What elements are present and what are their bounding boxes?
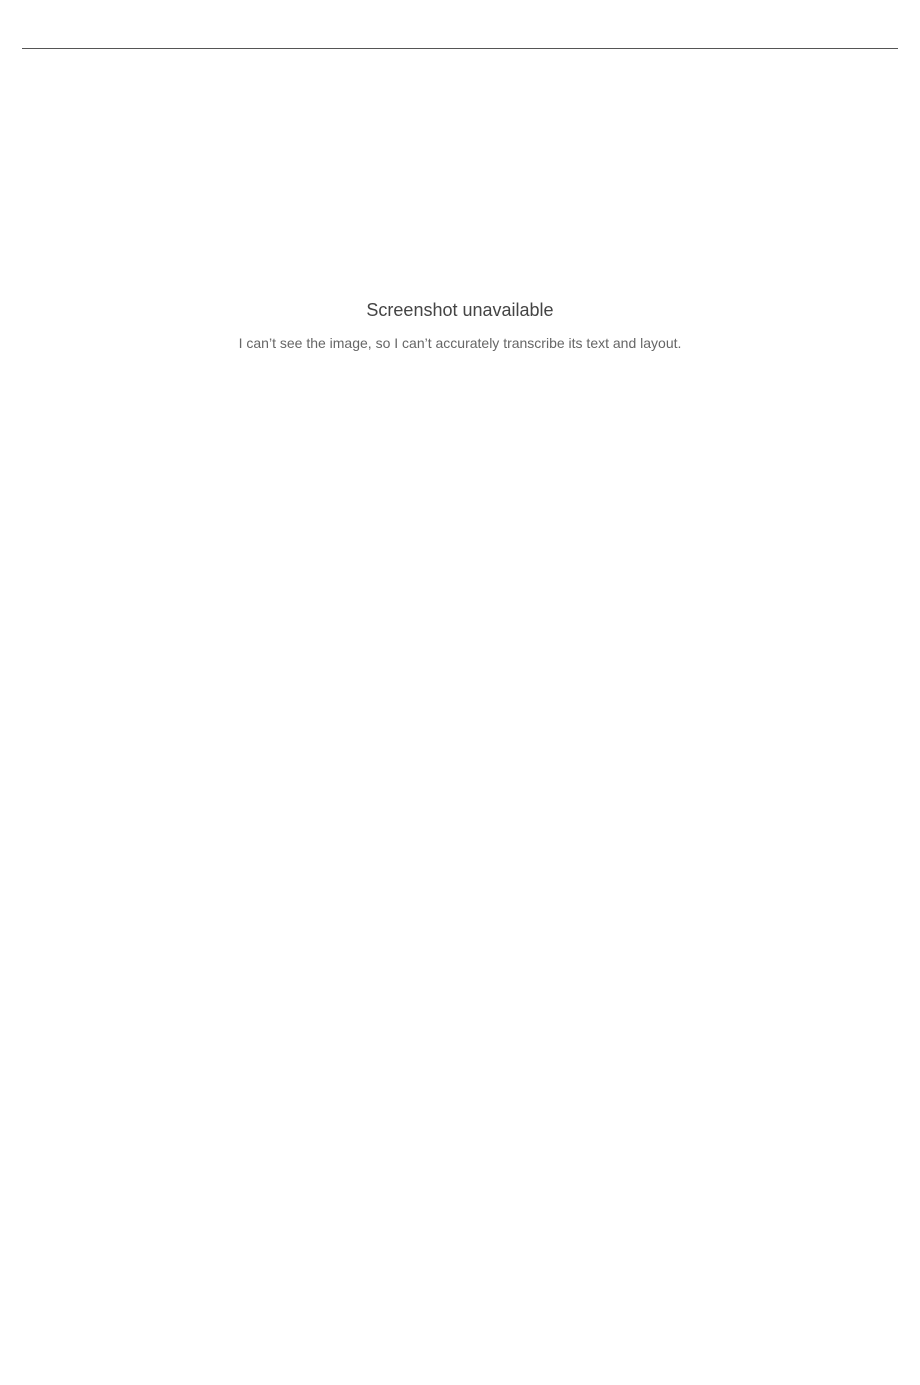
placeholder-title: Screenshot unavailable: [366, 300, 554, 320]
missing-screenshot-message: [40, 300, 880, 354]
placeholder-subtitle: I can’t see the image, so I can’t accurately transcribe its text and layout.: [238, 335, 682, 351]
running-header: [22, 14, 898, 49]
copyright-footer: [20, 1353, 900, 1375]
